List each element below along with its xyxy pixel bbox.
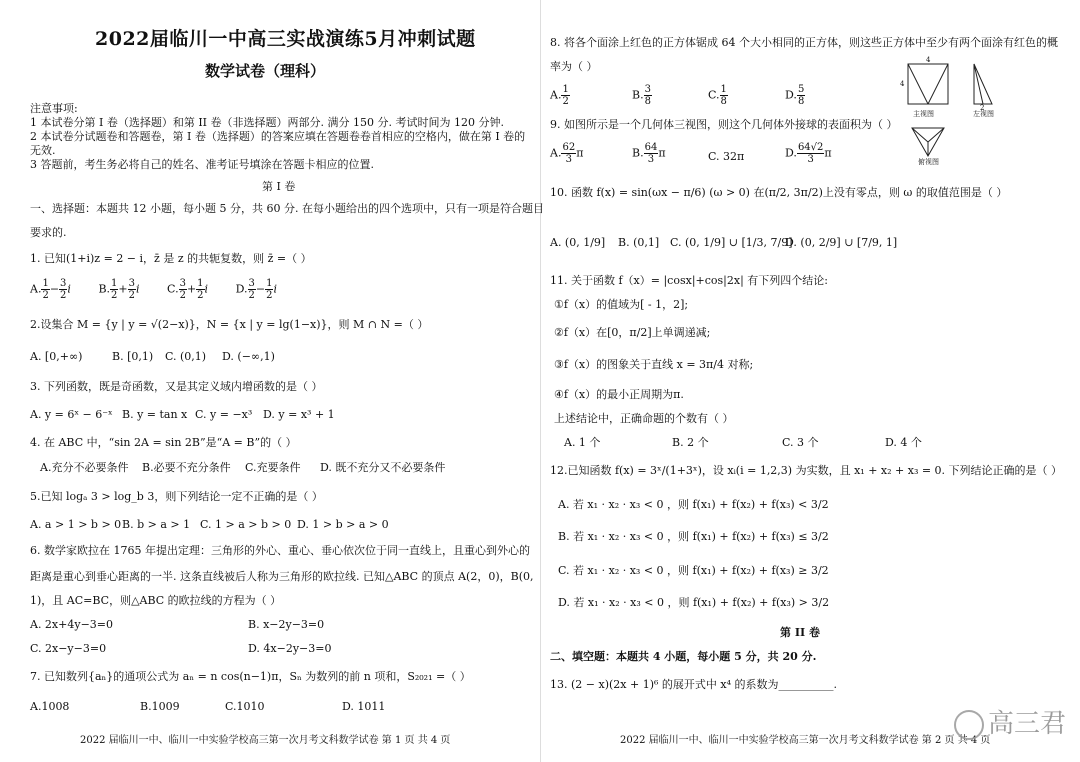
notice-line-4: 3 答题前，考生务必将自己的姓名、准考证号填涂在答题卡相应的位置. (30, 158, 374, 171)
question-8-line-1: 8. 将各个面涂上红色的正方体锯成 64 个大小相同的正方体，则这些正方体中至少有两个面涂有红色的概 (550, 36, 1058, 49)
q9-option-b: B. $\frac{64}{3}$ π (632, 142, 666, 165)
q11-option-d: D. 4 个 (885, 436, 922, 449)
q8-option-c: C. $\frac{1}{8}$ (708, 84, 727, 107)
volume-2-label: 第 II 卷 (780, 626, 820, 639)
right-page-footer: 2022 届临川一中、临川一中实验学校高三第一次月考文科数学试卷 第 2 页 共 4 页 (620, 735, 991, 746)
fig-label-top: 俯视图 (918, 158, 939, 166)
section-2-heading: 二、填空题：本题共 4 小题，每小题 5 分，共 20 分. (550, 650, 817, 663)
q2-option-c: C. (0,1) (165, 350, 207, 363)
question-3: 3. 下列函数，既是奇函数，又是其定义域内增函数的是（ ） (30, 380, 323, 393)
exam-title: 2022届临川一中高三实战演练5月冲刺试题 (95, 28, 476, 50)
q10-option-d: D. (0, 2/9] ∪ [7/9, 1] (785, 236, 898, 249)
q3-option-d: D. y = x³ + 1 (263, 408, 335, 421)
fig-dim-bottom: 2 (980, 104, 985, 112)
q1-options: A. $\frac{1}{2}$ − $\frac{3}{2}$ i B. $\frac{1}{2}$ + $\frac{3}{2}$ i C. $\frac{3}{2}$ + $\frac{1}{2}$ i D. $\frac{3}{2}$ − $\frac{1}{2}$ i (30, 278, 278, 301)
section-1-heading: 一、选择题：本题共 12 小题，每小题 5 分，共 60 分. 在每小题给出的四个选项中，只有一项是符合题目 (30, 202, 544, 215)
q12-option-a: A. 若 x₁ · x₂ · x₃ < 0 ，则 f(x₁) + f(x₂) + f(x₃) < 3/2 (558, 498, 829, 511)
q8-option-a: A. $\frac{1}{2}$ (550, 84, 569, 107)
q11-statement-2: ②f（x）在[0，π/2]上单调递减; (554, 326, 711, 339)
question-7: 7. 已知数列{aₙ}的通项公式为 aₙ = n cos(n−1)π，Sₙ 为数列的前 n 项和，S₂₀₂₁ =（ ） (30, 670, 471, 683)
fig-label-side: 左视图 (973, 110, 994, 118)
q11-option-c: C. 3 个 (782, 436, 819, 449)
question-9: 9. 如图所示是一个几何体三视图，则这个几何体外接球的表面积为（ ） (550, 118, 898, 131)
question-11: 11. 关于函数 f（x）= |cosx|+cos|2x| 有下列四个结论: (550, 274, 828, 287)
q2-option-a: A. [0,+∞) (30, 350, 83, 363)
question-5: 5.已知 logₐ 3 > log_b 3，则下列结论一定不正确的是（ ） (30, 490, 323, 503)
right-page (540, 0, 1080, 762)
q4-option-a: A.充分不必要条件 (40, 461, 129, 474)
question-10: 10. 函数 f(x) = sin(ωx − π/6) (ω > 0) 在(π/2, 3π/2)上没有零点，则 ω 的取值范围是（ ） (550, 186, 1008, 199)
q7-option-c: C.1010 (225, 700, 265, 713)
question-12: 12.已知函数 f(x) = 3ˣ/(1+3ˣ)，设 xᵢ(i = 1,2,3) 为实数，且 x₁ + x₂ + x₃ = 0. 下列结论正确的是（ ） (550, 464, 1063, 477)
q3-option-b: B. y = tan x (122, 408, 188, 421)
q8-option-d: D. $\frac{5}{8}$ (785, 84, 805, 107)
q5-option-d: D. 1 > b > a > 0 (297, 518, 389, 531)
watermark-logo-icon (954, 710, 984, 740)
q11-option-a: A. 1 个 (564, 436, 601, 449)
notice-line-3: 无效. (30, 144, 56, 157)
section-1-heading-cont: 要求的. (30, 226, 67, 239)
q8-option-b: B. $\frac{3}{8}$ (632, 84, 651, 107)
q4-option-d: D. 既不充分又不必要条件 (320, 461, 446, 474)
q7-option-d: D. 1011 (342, 700, 386, 713)
notice-title: 注意事项: (30, 102, 78, 115)
q4-option-c: C.充要条件 (245, 461, 301, 474)
fig-label-front: 主视图 (913, 110, 934, 118)
question-13: 13. (2 − x)(2x + 1)⁶ 的展开式中 x⁴ 的系数为__________. (550, 678, 837, 691)
volume-1-label: 第 I 卷 (262, 180, 296, 193)
q10-option-b: B. (0,1] (618, 236, 660, 249)
fig-dim-top: 4 (926, 56, 931, 64)
question-2: 2.设集合 M = {y | y = √(2−x)}，N = {x | y = lg(1−x)}，则 M ∩ N =（ ） (30, 318, 429, 331)
q6-option-b: B. x−2y−3=0 (248, 618, 325, 631)
q6-option-d: D. 4x−2y−3=0 (248, 642, 332, 655)
question-6-line-3: 1)，且 AC=BC，则△ABC 的欧拉线的方程为（ ） (30, 594, 282, 607)
q11-statement-3: ③f（x）的图象关于直线 x = 3π/4 对称; (554, 358, 754, 371)
notice-line-1: 1 本试卷分第 I 卷（选择题）和第 II 卷（非选择题）两部分. 满分 150 分. 考试时间为 120 分钟. (30, 116, 504, 129)
q6-option-c: C. 2x−y−3=0 (30, 642, 107, 655)
q6-option-a: A. 2x+4y−3=0 (30, 618, 113, 631)
q7-option-b: B.1009 (140, 700, 180, 713)
q7-option-a: A.1008 (30, 700, 70, 713)
q11-statement-4: ④f（x）的最小正周期为π. (554, 388, 684, 401)
q9-option-d: D. $\frac{64√2}{3}$ π (785, 142, 832, 165)
watermark-text: 高三君 (987, 709, 1066, 739)
q2-option-b: B. [0,1) (112, 350, 154, 363)
fig-dim-side: 4 (900, 80, 905, 88)
q3-option-a: A. y = 6ˣ − 6⁻ˣ (30, 408, 113, 421)
q11-option-b: B. 2 个 (672, 436, 709, 449)
q9-option-c: C. 32π (708, 150, 745, 163)
question-6-line-1: 6. 数学家欧拉在 1765 年提出定理：三角形的外心、重心、垂心依次位于同一直线上，且重心到外心的 (30, 544, 530, 557)
watermark (954, 703, 1066, 740)
exam-subtitle: 数学试卷（理科） (205, 62, 326, 80)
left-page-footer: 2022 届临川一中、临川一中实验学校高三第一次月考文科数学试卷 第 1 页 共 4 页 (80, 735, 451, 746)
notice-line-2: 2 本试卷分试题卷和答题卷，第 I 卷（选择题）的答案应填在答题卷卷首相应的空格内，做在第 I 卷的 (30, 130, 526, 143)
q11-statement-1: ①f（x）的值域为[ - 1，2]; (554, 298, 689, 311)
q9-option-a: A. $\frac{62}{3}$ π (550, 142, 584, 165)
q10-option-a: A. (0, 1/9] (550, 236, 606, 249)
q5-option-c: C. 1 > a > b > 0 (200, 518, 292, 531)
question-4: 4. 在 ABC 中，“sin 2A = sin 2B”是“A = B”的（ ） (30, 436, 297, 449)
q11-question: 上述结论中，正确命题的个数有（ ） (554, 412, 734, 425)
q2-option-d: D. (−∞,1) (222, 350, 275, 363)
q12-option-d: D. 若 x₁ · x₂ · x₃ < 0 ，则 f(x₁) + f(x₂) + f(x₃) > 3/2 (558, 596, 830, 609)
q10-option-c: C. (0, 1/9] ∪ [1/3, 7/9] (670, 236, 793, 249)
q12-option-b: B. 若 x₁ · x₂ · x₃ < 0 ，则 f(x₁) + f(x₂) + f(x₃) ≤ 3/2 (558, 530, 829, 543)
question-6-line-2: 距离是重心到垂心距离的一半. 这条直线被后人称为三角形的欧拉线. 已知△ABC 的顶点 A(2，0)，B(0, (30, 570, 534, 583)
q5-option-b: B. b > a > 1 (122, 518, 191, 531)
q4-option-b: B.必要不充分条件 (142, 461, 231, 474)
question-8-line-2: 率为（ ） (550, 60, 598, 73)
q3-option-c: C. y = −x³ (195, 408, 253, 421)
q12-option-c: C. 若 x₁ · x₂ · x₃ < 0 ，则 f(x₁) + f(x₂) + f(x₃) ≥ 3/2 (558, 564, 829, 577)
q5-option-a: A. a > 1 > b > 0 (30, 518, 122, 531)
question-1: 1. 已知(1+i)z = 2 − i，z̄ 是 z 的共轭复数，则 z̄ =（ ） (30, 252, 312, 265)
